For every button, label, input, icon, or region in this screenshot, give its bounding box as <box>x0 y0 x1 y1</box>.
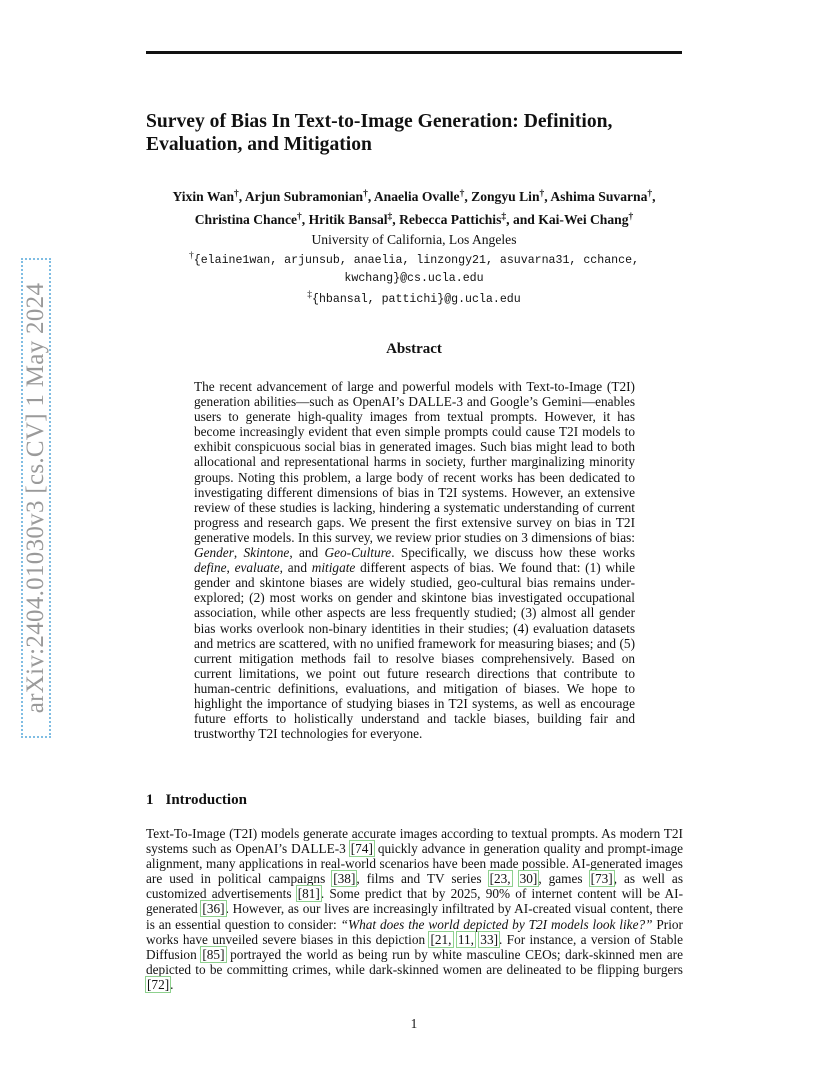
intro-text: quickly advance in generation quality and prompt-image alignment, many applications in real-world scenarios have been made possible. AI-generated images are used in political campaigns <box>146 841 683 887</box>
citation-link[interactable]: 30] <box>519 871 538 887</box>
affiliation-mark: † <box>234 189 239 199</box>
intro-text: , as well as customized advertisements <box>146 871 683 902</box>
affiliation-block <box>146 232 682 308</box>
affiliation-mark: ‡ <box>501 212 507 223</box>
citation-link[interactable]: [85] <box>202 946 225 962</box>
email-line-3 <box>146 287 682 308</box>
email-group-g[interactable]: {hbansal, pattichi}@g.ucla.edu <box>312 293 521 307</box>
author-name: Zongyu Lin <box>471 189 540 205</box>
abstract-text: , <box>233 545 244 561</box>
page-number: 1 <box>410 1016 418 1031</box>
affiliation-mark: † <box>459 189 465 199</box>
arxiv-stamp-text: arXiv:2404.01030v3 [cs.CV] 1 May 2024 <box>22 282 49 714</box>
author-separator: , <box>392 212 400 228</box>
email-line-2 <box>146 269 682 287</box>
intro-text: Prior works have unveiled severe biases in this depiction <box>146 916 683 947</box>
dagger-mark: † <box>188 251 194 261</box>
author-line-2 <box>146 207 682 230</box>
author-name: Christina Chance <box>194 212 298 228</box>
author-name: Rebecca Pattichis <box>399 212 502 228</box>
citation-link[interactable]: [23, <box>489 871 511 887</box>
intro-quote: “What does the world depicted by T2I models look like?” <box>340 916 653 932</box>
abstract-text: , and <box>289 545 325 561</box>
intro-text: , films and TV series <box>356 871 489 887</box>
arxiv-stamp[interactable] <box>21 258 51 738</box>
author-name: Anaelia Ovalle <box>373 189 460 205</box>
author-separator: , <box>652 189 656 205</box>
author-separator: , <box>544 189 551 205</box>
citation-link[interactable]: 33] <box>480 931 499 947</box>
abstract-text: The recent advancement of large and powerful models with Text-to-Image (T2I) generation abilities—such as OpenAI’s DALLE-3 and Google’s Gemini—enables users to generate high-quality images from textual prompts. However, it has become increasingly evident that even simple prompts could cause T2I models to exhibit conspicuous social bias in generated images. Such bias might lead to both allocational and representational harms in society, further marginalizing minority groups. Noting this problem, a large body of recent works has been dedicated to investigating different dimensions of bias in T2I systems. However, an extensive review of these studies is lacking, hindering a systematic understanding of current progress and research gaps. We present the first extensive survey on bias in T2I generative models. In this survey, we review prior studies on 3 dimensions of bias: <box>194 379 635 545</box>
intro-text: portrayed the world as being run by white masculine CEOs; dark-skinned men are depicted to be committing crimes, while dark-skinned women are delineated to be flipping burgers <box>146 946 683 977</box>
intro-text: . However, as our lives are increasingly infiltrated by AI-created visual content, there is an essential question to consider: <box>146 901 684 932</box>
section-number: 1 <box>146 792 154 808</box>
affiliation-mark: ‡ <box>387 212 393 223</box>
intro-text: . Some predict that by 2025, 90% of internet content will be AI-generated <box>146 886 683 917</box>
affiliation-mark: † <box>297 212 302 223</box>
author-name: Kai-Wei Chang <box>538 212 629 228</box>
abstract-emphasis: Gender <box>194 545 234 561</box>
author-separator: , <box>367 189 374 205</box>
email-line-1 <box>146 248 682 269</box>
abstract-text: different aspects of bias. We found that: (1) while gender and skintone biases are widely studied, geo-cultural bias remains under-explored; (2) most works on gender and skintone bias investigated occupational association, while other aspects are less frequently studied; (3) almost all gender bias works overlook non-binary identities in their studies; (4) evaluation datasets and metrics are scattered, with no unified framework for measuring biases; and (5) current mitigation methods fail to resolve biases comprehensively. Based on current limitations, we point out future research directions that contribute to human-centric definitions, evaluations, and mitigation of biases. We hope to highlight the importance of studying biases in T2I systems, as well as encourage future efforts to holistically understand and tackle biases, building fair and trustworthy T2I technologies for everyone. <box>194 560 635 742</box>
intro-text: , games <box>538 871 590 887</box>
introduction-body <box>146 826 683 992</box>
author-separator: , and <box>506 212 539 228</box>
affiliation-mark: † <box>539 189 545 199</box>
affiliation-mark: † <box>647 189 653 199</box>
abstract-emphasis: Geo-Culture <box>324 545 392 561</box>
abstract-emphasis: Skintone <box>243 545 290 561</box>
intro-text <box>512 871 519 886</box>
intro-text: . <box>170 976 174 992</box>
abstract-body <box>194 379 635 741</box>
citation-link[interactable]: [72] <box>147 976 170 992</box>
intro-text: . For instance, a version of Stable Diffusion <box>146 931 683 962</box>
citation-link[interactable]: [38] <box>333 871 356 887</box>
abstract-emphasis: evaluate <box>234 560 280 576</box>
citation-link[interactable]: [74] <box>350 841 373 857</box>
paper-title: Survey of Bias In Text-to-Image Generation: Definition, Evaluation, and Mitigation <box>146 111 613 155</box>
author-separator: , <box>238 189 245 205</box>
affiliation-mark: † <box>628 212 634 223</box>
abstract-emphasis: define <box>194 560 227 576</box>
author-name: Yixin Wan <box>172 189 235 205</box>
author-list <box>146 184 682 230</box>
abstract-text: , <box>226 560 235 576</box>
email-group-cs[interactable]: {elaine1wan, arjunsub, anaelia, linzongy21, asuvarna31, cchance, <box>193 254 640 268</box>
author-name: Hritik Bansal <box>308 212 388 228</box>
citation-link[interactable]: [73] <box>590 871 613 887</box>
author-separator: , <box>301 212 309 228</box>
top-rule <box>146 51 682 54</box>
abstract-heading: Abstract <box>386 341 442 357</box>
citation-link[interactable]: [81] <box>297 886 320 902</box>
section-heading-introduction <box>146 792 682 809</box>
citation-link[interactable]: [36] <box>202 901 225 917</box>
double-dagger-mark: ‡ <box>307 290 312 301</box>
author-name: Arjun Subramonian <box>244 189 364 205</box>
abstract-text: . Specifically, we discuss how these works <box>391 545 635 561</box>
email-group-cs-domain[interactable]: kwchang}@cs.ucla.edu <box>344 272 484 286</box>
author-separator: , <box>464 189 472 205</box>
author-name: Ashima Suvarna <box>550 189 648 205</box>
intro-text: Text-To-Image (T2I) models generate accurate images according to textual prompts. As modern T2I systems such as OpenAI’s DALLE-3 <box>146 826 683 857</box>
citation-link[interactable]: [21, <box>430 931 452 947</box>
abstract-emphasis: mitigate <box>311 560 356 576</box>
abstract-text: , and <box>279 560 312 576</box>
section-title: Introduction <box>165 792 247 808</box>
citation-link[interactable]: 11, <box>457 931 474 947</box>
affiliation-mark: † <box>363 189 368 199</box>
institution: University of California, Los Angeles <box>311 232 517 247</box>
author-line-1 <box>146 184 682 207</box>
